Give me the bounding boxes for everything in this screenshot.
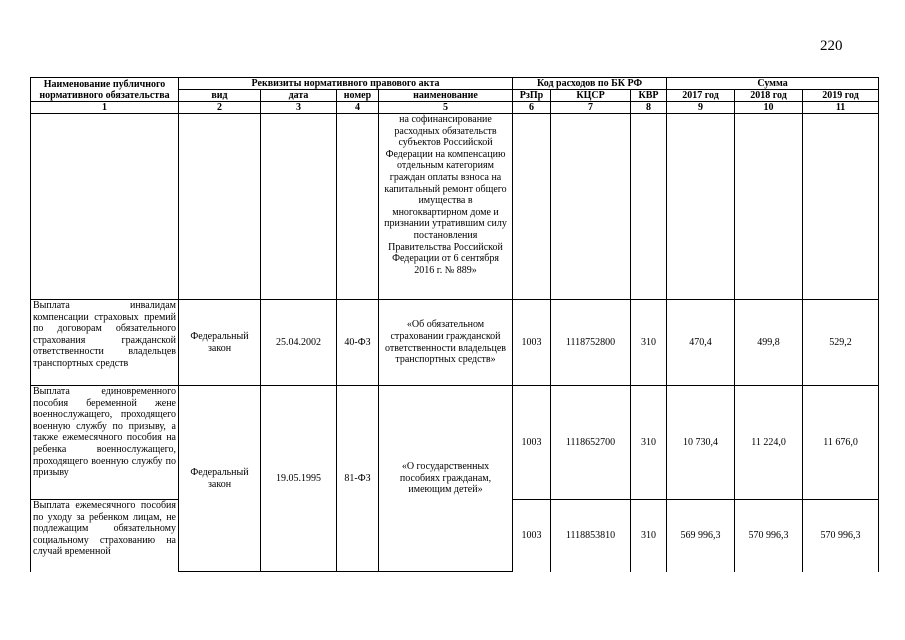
header-2019: 2019 год	[803, 90, 879, 102]
kvr-code: 310	[631, 300, 667, 386]
header-kcsr: КЦСР	[551, 90, 631, 102]
header-sum: Сумма	[667, 78, 879, 90]
act-number: 40-ФЗ	[337, 300, 379, 386]
sum-2019: 570 996,3	[803, 500, 879, 572]
rzpr-code: 1003	[513, 300, 551, 386]
col-number: 11	[803, 102, 879, 114]
kvr-code: 310	[631, 500, 667, 572]
col-number: 3	[261, 102, 337, 114]
kcsr-code: 1118853810	[551, 500, 631, 572]
header-2017: 2017 год	[667, 90, 735, 102]
sum-2019: 529,2	[803, 300, 879, 386]
header-act-name: наименование	[379, 90, 513, 102]
act-number: 81-ФЗ	[337, 386, 379, 572]
kcsr-code: 1118652700	[551, 386, 631, 500]
table-row	[31, 386, 879, 500]
col-number: 4	[337, 102, 379, 114]
col-number: 8	[631, 102, 667, 114]
header-kvr: КВР	[631, 90, 667, 102]
act-type: Федеральный закон	[179, 386, 261, 572]
col-number: 5	[379, 102, 513, 114]
act-date: 25.04.2002	[261, 300, 337, 386]
act-name: «О государственных пособиях гражданам, имеющим детей»	[379, 386, 513, 572]
header-2018: 2018 год	[735, 90, 803, 102]
sum-2017: 569 996,3	[667, 500, 735, 572]
header-budget-code: Код расходов по БК РФ	[513, 78, 667, 90]
col-number: 2	[179, 102, 261, 114]
obligation-name: Выплата инвалидам компенсации страховых премий по договорам обязательного страхования гражданской ответственности владельцев транспортных средств	[31, 300, 179, 386]
obligation-name: Выплата ежемесячного пособия по уходу за ребенком лицам, не подлежащим обязательному социальному страхованию на случай временной	[31, 500, 179, 572]
page-number: 220	[820, 38, 843, 54]
act-date: 19.05.1995	[261, 386, 337, 572]
header-vid: вид	[179, 90, 261, 102]
col-number: 7	[551, 102, 631, 114]
rzpr-code: 1003	[513, 500, 551, 572]
obligations-table	[30, 77, 879, 572]
header-date: дата	[261, 90, 337, 102]
sum-2017: 470,4	[667, 300, 735, 386]
act-name-continued: на софинансирование расходных обязательств субъектов Российской Федерации на компенсацию отдельным категориям граждан оплаты взноса на капитальный ремонт общего имущества в многоквартирном доме и признании утратившим силу постановления Правительства Российской Федерации от 6 сентября 2016 г. № 889»	[379, 114, 513, 300]
sum-2018: 11 224,0	[735, 386, 803, 500]
table-row	[31, 300, 879, 386]
col-number: 10	[735, 102, 803, 114]
table-row	[31, 114, 879, 300]
header-requisites: Реквизиты нормативного правового акта	[179, 78, 513, 90]
rzpr-code: 1003	[513, 386, 551, 500]
kcsr-code: 1118752800	[551, 300, 631, 386]
act-name: «Об обязательном страховании гражданской ответственности владельцев транспортных средств»	[379, 300, 513, 386]
col-number: 9	[667, 102, 735, 114]
header-number: номер	[337, 90, 379, 102]
col-number: 1	[31, 102, 179, 114]
col-number: 6	[513, 102, 551, 114]
sum-2018: 499,8	[735, 300, 803, 386]
kvr-code: 310	[631, 386, 667, 500]
header-obligation: Наименование публичного нормативного обязательства	[31, 78, 179, 102]
header-rzpr: РзПр	[513, 90, 551, 102]
act-type: Федеральный закон	[179, 300, 261, 386]
sum-2018: 570 996,3	[735, 500, 803, 572]
obligation-name: Выплата единовременного пособия беременной жене военнослужащего, проходящего военную службу по призыву, а также ежемесячного пособия на ребенка военнослужащего, проходящего военную службу по призыву	[31, 386, 179, 500]
sum-2017: 10 730,4	[667, 386, 735, 500]
sum-2019: 11 676,0	[803, 386, 879, 500]
